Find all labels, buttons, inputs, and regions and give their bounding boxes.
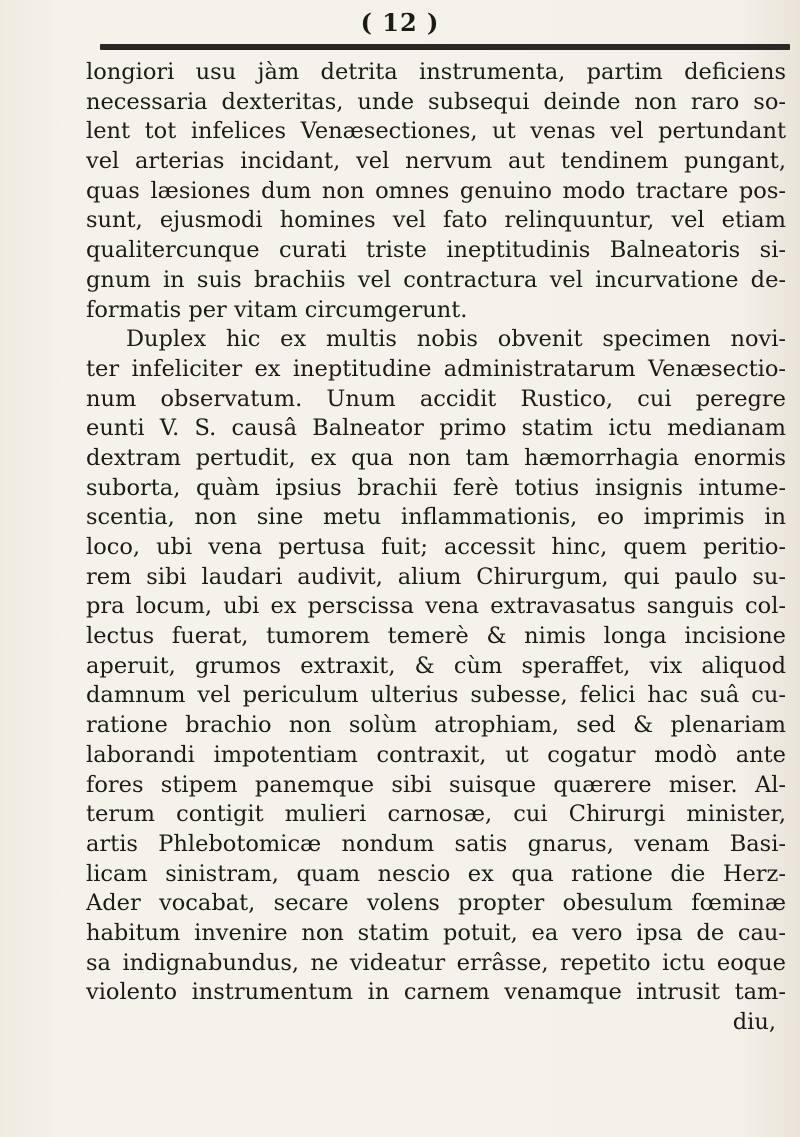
text-line: vel arterias incidant, vel nervum aut tendinem pungant, — [86, 148, 786, 175]
text-line: artis Phlebotomicæ nondum satis gnarus, venam Basi- — [86, 830, 786, 857]
text-line: terum contigit mulieri carnosæ, cui Chirurgi minister, — [86, 801, 786, 828]
text-line: violento instrumentum in carnem venamque intrusit tam- — [86, 979, 786, 1006]
text-line: lectus fuerat, tumorem temerè & nimis longa incisione — [86, 623, 786, 650]
text-line: aperuit, grumos extraxit, & cùm speraffet, vix aliquod — [86, 652, 786, 679]
text-line: licam sinistram, quam nescio ex qua ratione die Herz- — [86, 860, 786, 887]
text-line: qualitercunque curati triste ineptitudinis Balneatoris si- — [86, 237, 786, 264]
text-line: damnum vel periculum ulterius subesse, felici hac suâ cu- — [86, 682, 786, 709]
text-line: ratione brachio non solùm atrophiam, sed & plenariam — [86, 712, 786, 739]
text-line: longiori usu jàm detrita instrumenta, partim deficiens — [86, 59, 786, 85]
text-line: sa indignabundus, ne videatur errâsse, repetito ictu eoque — [86, 949, 786, 976]
page-number-header: ( 12 ) — [360, 8, 440, 37]
text-line: diu, — [732, 1009, 776, 1035]
text-line: habitum invenire non statim potuit, ea vero ipsa de cau- — [86, 919, 786, 946]
text-line: num observatum. Unum accidit Rustico, cui peregre — [86, 385, 786, 412]
text-line: eunti V. S. causâ Balneator primo statim ictu medianam — [86, 415, 786, 442]
text-line: sunt, ejusmodi homines vel fato relinquuntur, vel etiam — [86, 207, 786, 234]
text-line: quas læsiones dum non omnes genuino modo tractare pos- — [86, 177, 786, 204]
text-line: laborandi impotentiam contraxit, ut cogatur modò ante — [86, 741, 786, 768]
text-line: formatis per vitam circumgerunt. — [86, 296, 468, 323]
text-line: dextram pertudit, ex qua non tam hæmorrhagia enormis — [86, 444, 786, 471]
text-line: Ader vocabat, secare volens propter obesulum fœminæ — [86, 890, 786, 917]
text-line: loco, ubi vena pertusa fuit; accessit hinc, quem peritio- — [86, 534, 786, 560]
body-text — [86, 58, 786, 1038]
text-line: scentia, non sine metu inflammationis, eo imprimis in — [86, 504, 786, 531]
text-line: gnum in suis brachiis vel contractura vel incurvatione de- — [86, 266, 786, 293]
text-line: rem sibi laudari audivit, alium Chirurgum, qui paulo su- — [86, 563, 786, 590]
text-line: pra locum, ubi ex perscissa vena extravasatus sanguis col- — [86, 593, 786, 620]
text-line: Duplex hic ex multis nobis obvenit specimen novi- — [126, 326, 786, 353]
header-rule — [100, 44, 790, 50]
text-line: lent tot infelices Venæsectiones, ut venas vel pertundant — [86, 118, 786, 145]
text-line: necessaria dexteritas, unde subsequi deinde non raro so- — [86, 88, 786, 115]
text-line: suborta, quàm ipsius brachii ferè totius insignis intume- — [86, 474, 786, 501]
text-line: fores stipem panemque sibi suisque quærere miser. Al- — [86, 771, 786, 798]
text-line: ter infeliciter ex ineptitudine administratarum Venæsectio- — [86, 355, 786, 382]
